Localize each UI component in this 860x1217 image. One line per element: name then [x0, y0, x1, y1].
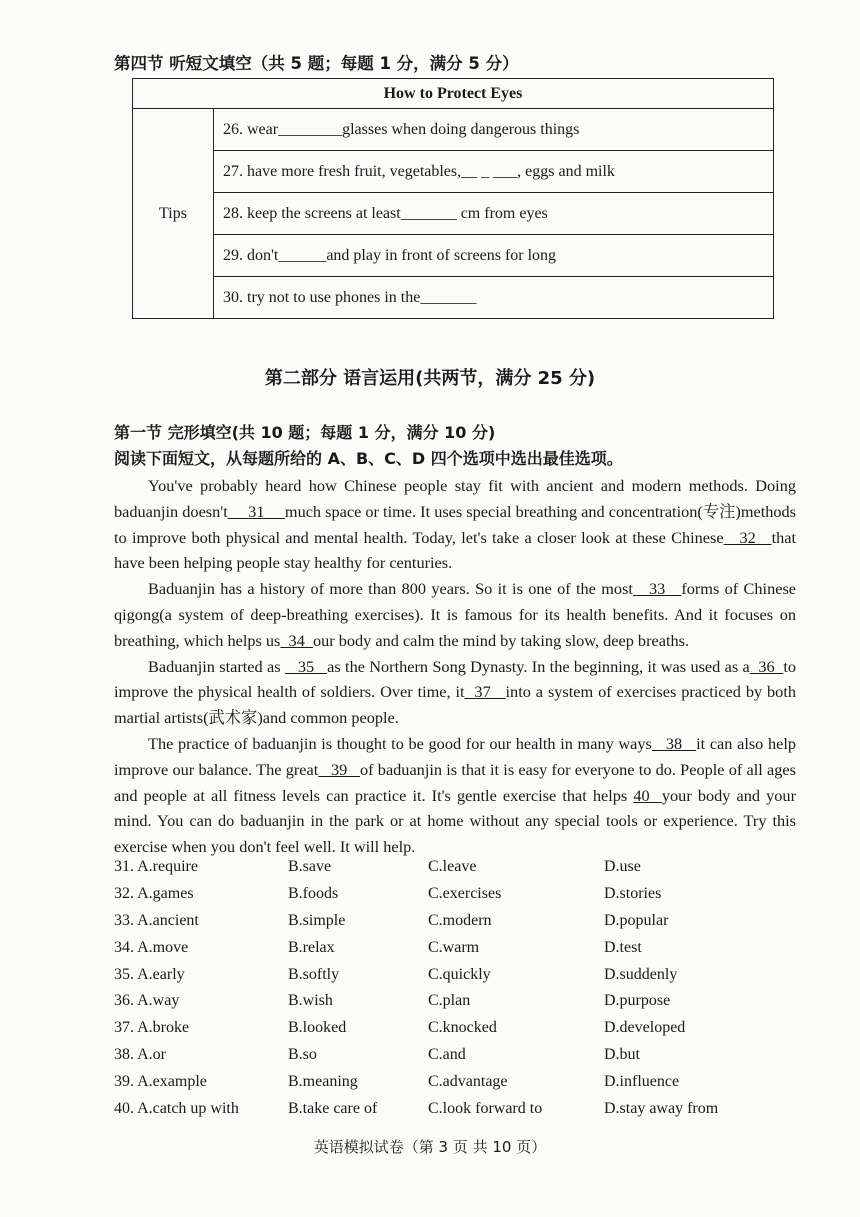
option: D.stories [604, 884, 662, 902]
option: C.plan [428, 992, 471, 1010]
option: C.look forward to [428, 1100, 543, 1118]
part2-title: 第二部分 语言运用(共两节，满分 25 分) [264, 368, 596, 389]
option: 33. A.ancient [114, 911, 199, 929]
text: that have been helping people stay healthy for centuries. [114, 527, 797, 573]
text: to improve the physical health of soldiers. Over time, it [114, 656, 797, 702]
option: 34. A.move [114, 938, 189, 956]
option: B.relax [288, 938, 335, 956]
eye-tips-table [132, 78, 774, 319]
option: D.use [604, 858, 641, 875]
blank-33: 33 [632, 579, 682, 599]
text: Baduanjin has a history of more than 800 years. So it is one of the most [148, 579, 633, 599]
text: into a system of exercises practiced by both martial artists(武术家)and common people. [114, 682, 796, 728]
option: 38. A.or [114, 1046, 166, 1064]
tip-30: 30. try not to use phones in the_______ [214, 277, 774, 319]
text: your body and your mind. You can do baduanjin in the park or at home without any special tools or experience. Try this exercise when you don't feel well. It will help. [114, 785, 796, 857]
blank-38: 38 [651, 733, 697, 753]
option: D.stay away from [604, 1100, 719, 1118]
option: 40. A.catch up with [114, 1100, 239, 1118]
option: B.save [288, 858, 332, 875]
option: D.but [604, 1046, 640, 1064]
tip-27: 27. have more fresh fruit, vegetables,__ _ ___, eggs and milk [214, 151, 774, 193]
option-row-32 [114, 885, 794, 912]
paragraph-3 [114, 654, 796, 731]
blank-40: 40 [633, 785, 662, 805]
option: D.popular [604, 911, 669, 929]
option: 36. A.way [114, 992, 180, 1010]
text: Baduanjin started as [148, 656, 281, 676]
option: D.developed [604, 1019, 686, 1037]
text: our body and calm the mind by taking slow, deep breaths. [312, 630, 690, 650]
option-row-38 [114, 1046, 794, 1073]
tip-26: 26. wear________glasses when doing dangerous things [214, 109, 774, 151]
option-row-35 [114, 966, 794, 993]
option: B.take care of [288, 1100, 378, 1118]
option: D.influence [604, 1073, 680, 1091]
cloze-passage [114, 473, 796, 860]
instruction: 阅读下面短文，从每题所给的 A、B、C、D 四个选项中选出最佳选项。 [114, 449, 623, 468]
option: B.so [288, 1046, 317, 1064]
option: B.simple [288, 911, 346, 929]
option: C.warm [428, 938, 480, 956]
tip-28: 28. keep the screens at least_______ cm from eyes [214, 193, 774, 235]
text: The practice of baduanjin is thought to be good for our health in many ways [148, 733, 652, 753]
option: C.knocked [428, 1019, 497, 1037]
option: B.softly [288, 965, 340, 983]
option: C.modern [428, 911, 492, 929]
option-row-31 [114, 858, 794, 885]
text: much space or time. It uses special breathing and concentration(专注)methods to improve both physical and mental health. Today, let's take a closer look at these Chinese [114, 501, 797, 547]
option: C.quickly [428, 965, 491, 983]
paragraph-1 [114, 473, 796, 576]
option: C.exercises [428, 884, 502, 902]
text: of baduanjin is that it is easy for everyone to do. People of all ages and people at all fitness levels can practice it. It's gentle exercise that helps [114, 759, 796, 805]
blank-35: 35 [284, 656, 328, 676]
option: C.leave [428, 858, 477, 875]
blank-39: 39 [318, 759, 360, 779]
paragraph-4 [114, 731, 796, 860]
table-title: How to Protect Eyes [133, 79, 774, 109]
option: D.suddenly [604, 965, 678, 983]
option: C.advantage [428, 1073, 508, 1091]
option: B.wish [288, 992, 333, 1010]
option: 31. A.require [114, 858, 198, 875]
option-row-39 [114, 1073, 794, 1100]
option-row-37 [114, 1019, 794, 1046]
tips-label: Tips [133, 109, 214, 319]
option: 37. A.broke [114, 1019, 190, 1037]
page-footer: 英语模拟试卷（第 3 页 共 10 页） [313, 1138, 547, 1156]
answer-options [114, 858, 794, 1127]
blank-37: 37 [464, 682, 506, 702]
option: B.looked [288, 1019, 347, 1037]
blank-32: 32 [723, 527, 772, 547]
text: as the Northern Song Dynasty. In the beginning, it was used as a [327, 656, 750, 676]
option-row-36 [114, 992, 794, 1019]
blank-36: 36 [749, 656, 784, 676]
option-row-34 [114, 939, 794, 966]
option: B.foods [288, 884, 339, 902]
text: forms of Chinese qigong(a system of deep-breathing exercises). It is famous for its health benefits. And it focuses on breathing, which helps us [114, 579, 797, 650]
option: D.test [604, 938, 642, 956]
option: C.and [428, 1046, 466, 1064]
section4-heading: 第四节 听短文填空（共 5 题；每题 1 分，满分 5 分） [114, 54, 519, 73]
option-row-33 [114, 912, 794, 939]
tip-29: 29. don't______and play in front of screens for long [214, 235, 774, 277]
option: 35. A.early [114, 965, 185, 983]
option-row-40 [114, 1100, 794, 1127]
option: B.meaning [288, 1073, 358, 1091]
blank-31: 31 [227, 501, 285, 521]
section1-heading: 第一节 完形填空(共 10 题；每题 1 分，满分 10 分) [114, 423, 496, 442]
text: it can also help improve our balance. The great [114, 733, 797, 779]
text: You've probably heard how Chinese people stay fit with ancient and modern methods. Doing baduanjin doesn't [114, 476, 796, 521]
option: 39. A.example [114, 1073, 207, 1091]
option: D.purpose [604, 992, 671, 1010]
option: 32. A.games [114, 884, 194, 902]
paragraph-2 [114, 576, 796, 653]
blank-34: 34 [280, 630, 313, 650]
